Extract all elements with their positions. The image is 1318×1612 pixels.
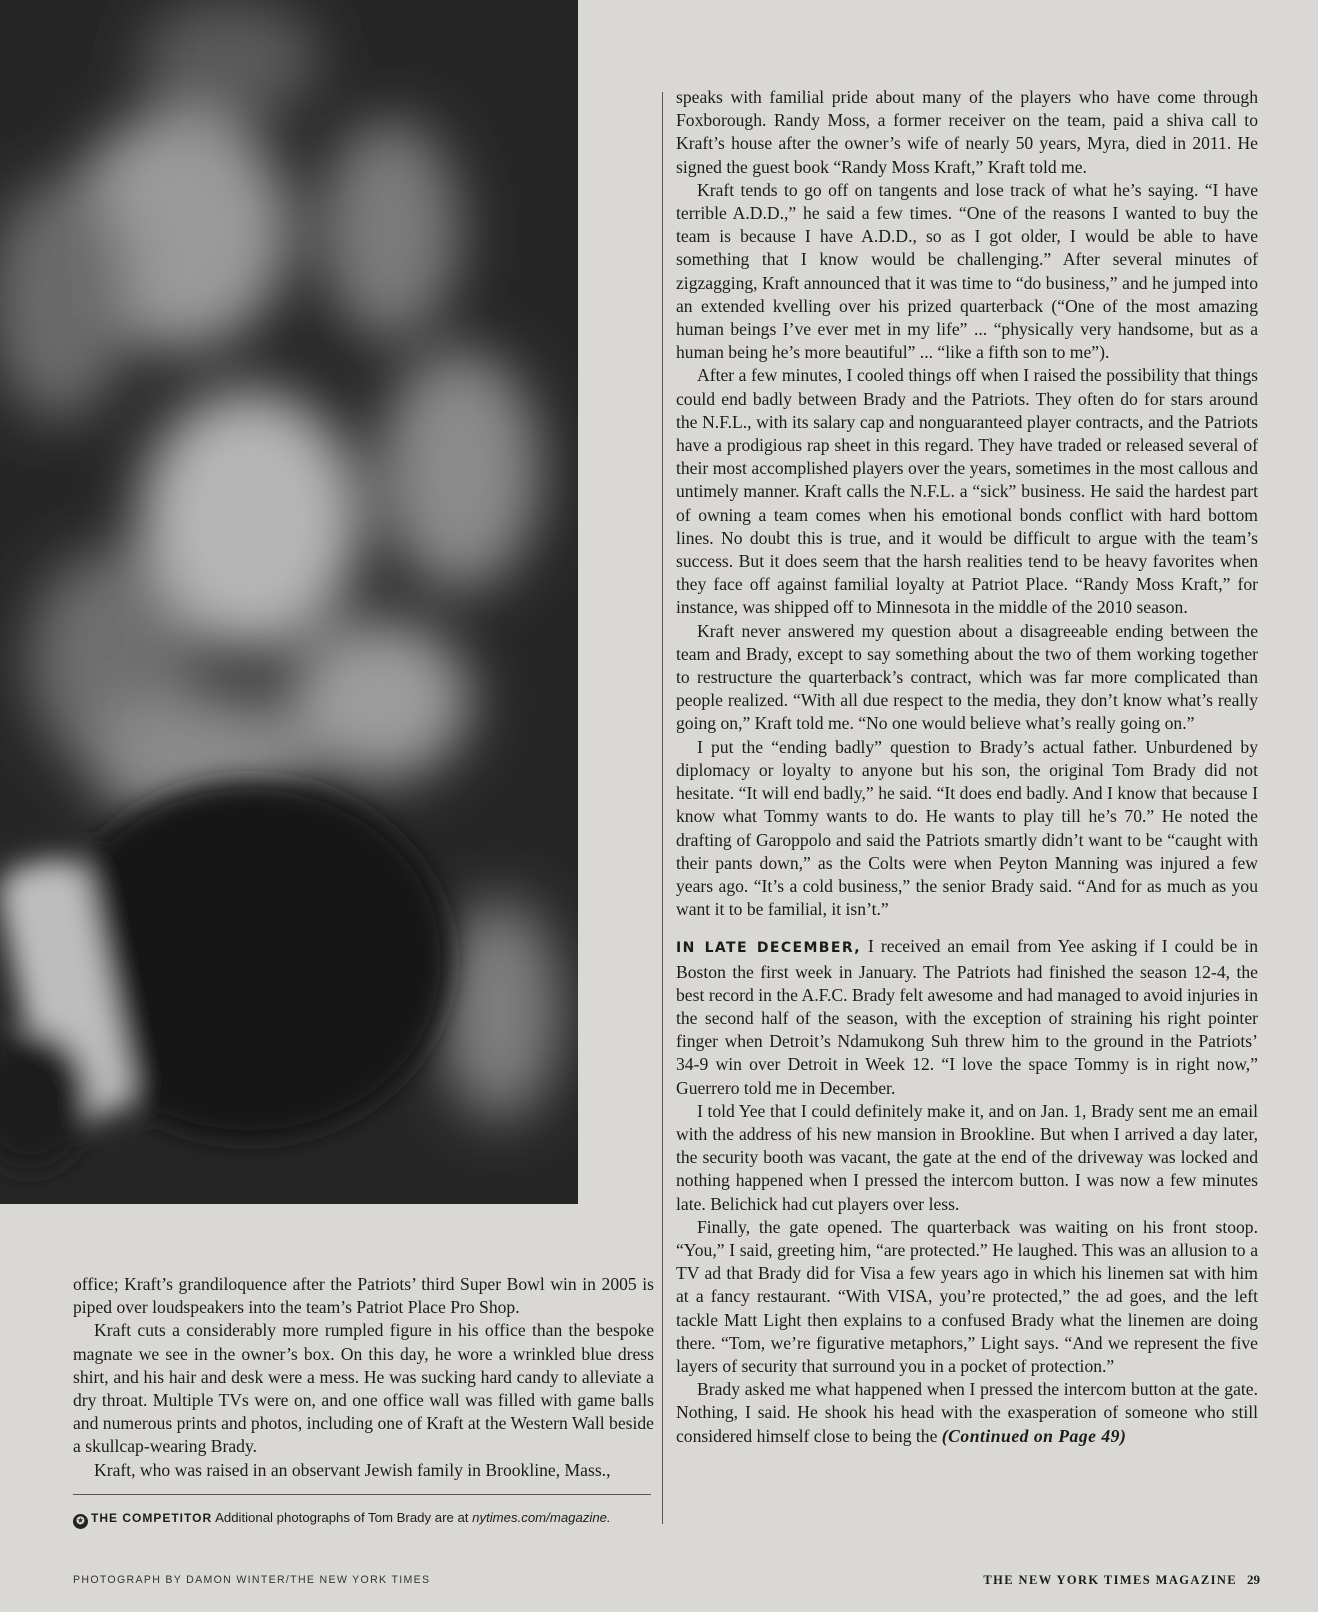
- photo-caption: [73, 1510, 663, 1529]
- paragraph: Kraft tends to go off on tangents and lose track of what he’s saying. “I have terrible A.D.D.,” he said a few times. “One of the reasons I wanted to buy the team is because I have A.D.D., so as I got older, I would be able to have something that I know would be challenging.” After several minutes of zigzagging, Kraft announced that it was time to “do business,” and he jumped into an extended kvelling over his prized quarterback (“One of the most amazing human beings I’ve ever met in my life” ... “physically very handsome, but as a human being he’s more beautiful” ... “like a fifth son to me”).: [676, 179, 1258, 363]
- column-divider: [662, 92, 663, 1524]
- paragraph: Kraft, who was raised in an observant Jewish family in Brookline, Mass.,: [94, 1459, 611, 1480]
- paragraph: speaks with familial pride about many of the players who have come through Foxborough. Randy Moss, a former receiver on the team, paid a shiva call to Kraft’s house after the owner’s wife of nearly 50 years, Myra, died in 2011. He signed the guest book “Randy Moss Kraft,” Kraft told me.: [676, 87, 1258, 177]
- right-column-text: [676, 86, 1258, 1448]
- section-start-paragraph: [676, 935, 1258, 1099]
- section-lead-in: IN LATE DECEMBER,: [676, 940, 861, 957]
- magazine-badge-icon: ✪: [73, 1514, 88, 1529]
- last-paragraph: [676, 1378, 1258, 1448]
- caption-label: THE COMPETITOR: [91, 1511, 213, 1525]
- page-number: 29: [1247, 1572, 1260, 1587]
- left-column-text: [73, 1273, 654, 1482]
- page-footer: [983, 1572, 1260, 1588]
- blurred-crowd-photo: [0, 0, 578, 1204]
- last-paragraph-text: Brady asked me what happened when I pressed the intercom button at the gate. Nothing, I said. He shook his head with the exasperation of someone who still considered himself close to being the: [676, 1379, 1258, 1446]
- photo-credit: PHOTOGRAPH BY DAMON WINTER/THE NEW YORK TIMES: [73, 1574, 431, 1586]
- paragraph: Kraft never answered my question about a disagreeable ending between the team and Brady, except to say something about the two of them working together to restructure the quarterback’s contract, which was far more complicated than people realized. “With all due respect to the media, they don’t know what’s really going on,” Kraft told me. “No one would believe what’s really going on.”: [676, 620, 1258, 734]
- paragraph: Finally, the gate opened. The quarterback was waiting on his front stoop. “You,” I said, greeting him, “are protected.” He laughed. This was an allusion to a TV ad that Brady did for Visa a few years ago in which his linemen sat with him at a fancy restaurant. “With VISA, you’re protected,” the ad goes, and the left tackle Matt Light then explains to a confused Brady what the linemen are doing there. “Tom, we’re figurative metaphors,” Light says. “And we represent the five layers of security that surround you in a pocket of protection.”: [676, 1216, 1258, 1376]
- paragraph: Kraft cuts a considerably more rumpled figure in his office than the bespoke magnate we see in the owner’s box. On this day, he wore a wrinkled blue dress shirt, and his hair and desk were a mess. He was sucking hard candy to alleviate a dry throat. Multiple TVs were on, and one office wall was filled with game balls and numerous prints and photos, including one of Kraft at the Western Wall beside a skullcap-wearing Brady.: [73, 1320, 654, 1457]
- caption-divider: [73, 1494, 651, 1495]
- paragraph: I told Yee that I could definitely make it, and on Jan. 1, Brady sent me an email with the address of his new mansion in Brookline. But when I arrived a day later, the security booth was vacant, the gate at the end of the driveway was locked and nothing happened when I pressed the intercom button. I was now a few minutes late. Belichick had cut players over less.: [676, 1100, 1258, 1214]
- paragraph: After a few minutes, I cooled things off when I raised the possibility that things could end badly between Brady and the Patriots. They often do for stars around the N.F.L., with its salary cap and nonguaranteed player contracts, and the Patriots have a prodigious rap sheet in this regard. They have traded or released several of their most accomplished players over the years, sometimes in the most callous and untimely manner. Kraft calls the N.F.L. a “sick” business. He said the hardest part of owning a team comes when his emotional bonds conflict with hard bottom lines. No doubt this is true, and it would be difficult to argue with the team’s success. But it does seem that the harsh realities tend to be heavy favorites when they face off against familial loyalty at Patriot Place. “Randy Moss Kraft,” for instance, was shipped off to Minnesota in the middle of the 2010 season.: [676, 365, 1258, 618]
- paragraph: office; Kraft’s grandiloquence after the Patriots’ third Super Bowl win in 2005 is piped over loudspeakers into the team’s Patriot Place Pro Shop.: [73, 1274, 654, 1318]
- continued-on-page[interactable]: (Continued on Page 49): [941, 1425, 1127, 1446]
- caption-link[interactable]: nytimes.com/magazine.: [472, 1510, 611, 1525]
- caption-text: Additional photographs of Tom Brady are at: [215, 1510, 469, 1525]
- section-first-text: I received an email from Yee asking if I could be in Boston the first week in January. The Patriots had finished the season 12-4, the best record in the A.F.C. Brady felt awesome and had managed to avoid injuries in the second half of the season, with the exception of straining his right pointer finger when Detroit’s Ndamukong Suh threw him to the ground in the Patriots’ 34-9 win over Detroit in Week 12. “I love the space Tommy is in right now,” Guerrero told me in December.: [676, 936, 1258, 1098]
- publication-name: THE NEW YORK TIMES MAGAZINE: [983, 1573, 1237, 1587]
- paragraph: I put the “ending badly” question to Brady’s actual father. Unburdened by diplomacy or loyalty to anyone but his son, the original Tom Brady did not hesitate. “It will end badly,” he said. “It does end badly. And I know that because I know what Tommy wants to do. He wants to play till he’s 70.” He noted the drafting of Garoppolo and said the Patriots smartly didn’t want to be “caught with their pants down,” as the Colts were when Peyton Manning was injured a few years ago. “It’s a cold business,” the senior Brady said. “And for as much as you want it to be familial, it isn’t.”: [676, 736, 1258, 920]
